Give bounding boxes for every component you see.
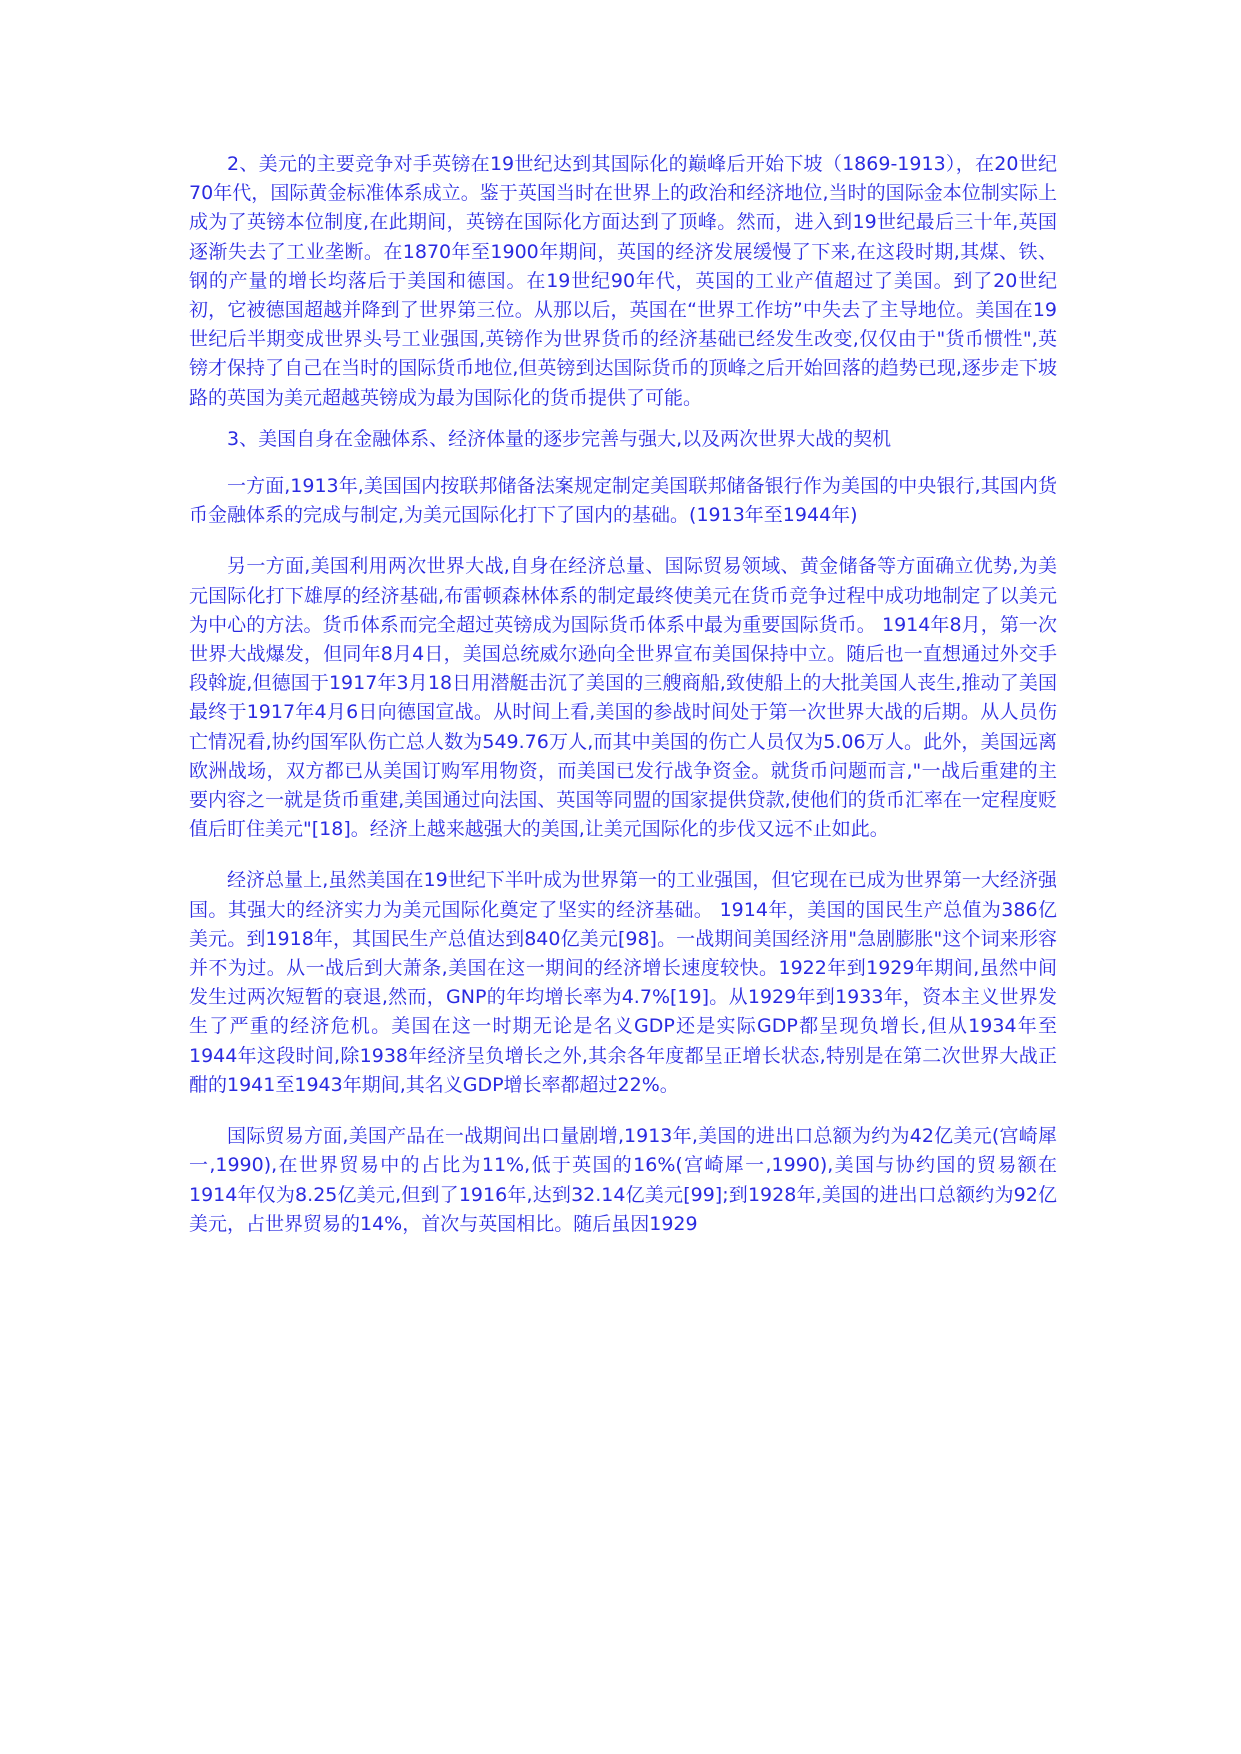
paragraph-world-wars: 另一方面,美国利用两次世界大战,自身在经济总量、国际贸易领域、黄金储备等方面确立优势,为美元国际化打下雄厚的经济基础,布雷顿森林体系的制定最终使美元在货币竞争过程中成功地制定了以美元为中心的方法。货币体系而完全超过英镑成为国际货币体系中最为重要国际货币。 1914年8月，第一次世界大战爆发，但同年8月4日，美国总统威尔逊向全世界宣布美国保持中立。随后也一直想通过外交手段斡旋,但德国于1917年3月18日用潜艇击沉了美国的三艘商船,致使船上的大批美国人丧生,推动了美国最终于1917年4月6日向德国宣战。从时间上看,美国的参战时间处于第一次世界大战的后期。从人员伤亡情况看,协约国军队伤亡总人数为549.76万人,而其中美国的伤亡人员仅为5.06万人。此外，美国远离欧洲战场，双方都已从美国订购军用物资，而美国已发行战争资金。就货币问题而言,"一战后重建的主要内容之一就是货币重建,美国通过向法国、英国等同盟的国家提供贷款,使他们的货币汇率在一定程度贬值后盯住美元"[18]。经济上越来越强大的美国,让美元国际化的步伐又远不止如此。 [189,555,1057,841]
section-heading-us-finance: 3、美国自身在金融体系、经济体量的逐步完善与强大,以及两次世界大战的契机 [227,427,892,450]
paragraph-economic-output: 经济总量上,虽然美国在19世纪下半叶成为世界第一的工业强国，但它现在已成为世界第一大经济强国。其强大的经济实力为美元国际化奠定了坚实的经济基础。 1914年，美国的国民生产总值为386亿美元。到1918年，其国民生产总值达到840亿美元[98]。一战期间美国经济用"急剧膨胀"这个词来形容并不为过。从一战后到大萧条,美国在这一期间的经济增长速度较快。1922年到1929年期间,虽然中间发生过两次短暂的衰退,然而，GNP的年均增长率为4.7%[19]。从1929年到1933年，资本主义世界发生了严重的经济危机。美国在这一时期无论是名义GDP还是实际GDP都呈现负增长,但从1934年至1944年这段时间,除1938年经济呈负增长之外,其余各年度都呈正增长状态,特别是在第二次世界大战正酣的1941至1943年期间,其名义GDP增长率都超过22%。 [189,869,1057,1096]
paragraph-international-trade: 国际贸易方面,美国产品在一战期间出口量剧增,1913年,美国的进出口总额为约为42亿美元(宫崎犀一,1990),在世界贸易中的占比为11%,低于英国的16%(宫崎犀一,1990),美国与协约国的贸易额在1914年仅为8.25亿美元,但到了1916年,达到32.14亿美元[99];到1928年,美国的进出口总额约为92亿美元，占世界贸易的14%，首次与英国相比。随后虽因1929 [189,1125,1057,1235]
paragraph-pound-decline: 2、美元的主要竞争对手英镑在19世纪达到其国际化的巅峰后开始下坡（1869-1913），在20世纪70年代，国际黄金标准体系成立。鉴于英国当时在世界上的政治和经济地位,当时的国际金本位制实际上成为了英镑本位制度,在此期间，英镑在国际化方面达到了顶峰。然而，进入到19世纪最后三十年,英国逐渐失去了工业垄断。在1870年至1900年期间，英国的经济发展缓慢了下来,在这段时期,其煤、铁、钢的产量的增长均落后于美国和德国。在19世纪90年代，英国的工业产值超过了美国。到了20世纪初，它被德国超越并降到了世界第三位。从那以后，英国在“世界工作坊”中失去了主导地位。美国在19世纪后半期变成世界头号工业强国,英镑作为世界货币的经济基础已经发生改变,仅仅由于"货币惯性",英镑才保持了自己在当时的国际货币地位,但英镑到达国际货币的顶峰之后开始回落的趋势已现,逐步走下坡路的英国为美元超越英镑成为最为国际化的货币提供了可能。 [189,153,1057,409]
paragraph-federal-reserve: 一方面,1913年,美国国内按联邦储备法案规定制定美国联邦储备银行作为美国的中央银行,其国内货币金融体系的完成与制定,为美元国际化打下了国内的基础。(1913年至1944年) [189,475,1057,527]
document-page [189,150,1057,1239]
